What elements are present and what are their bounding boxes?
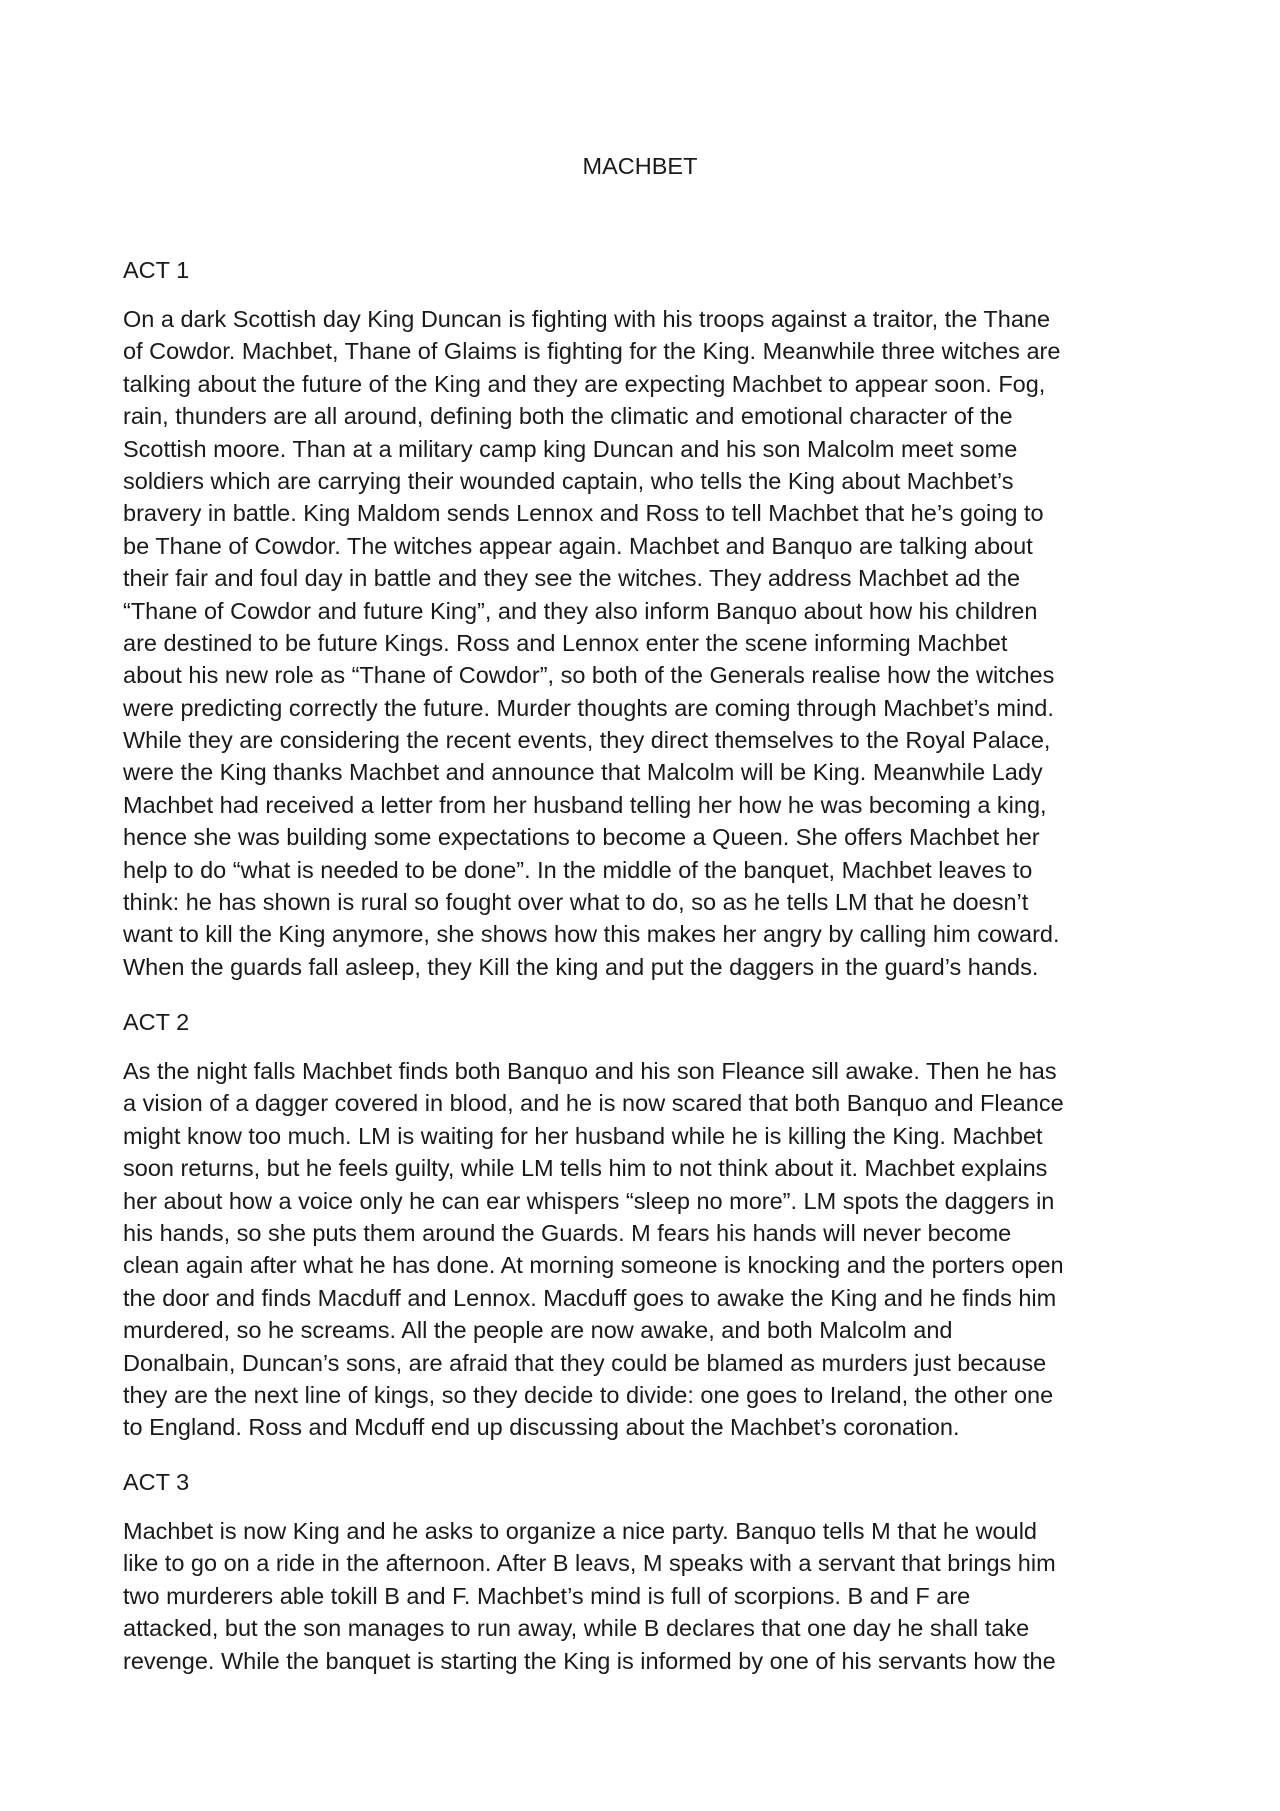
paragraph-line: their fair and foul day in battle and they see the witches. They address Machbet ad the xyxy=(123,565,1021,592)
paragraph-line: they are the next line of kings, so they decide to divide: one goes to Ireland, the other one xyxy=(123,1381,1054,1408)
paragraph-line: were predicting correctly the future. Murder thoughts are coming through Machbet’s mind. xyxy=(123,694,1054,721)
paragraph-line: to England. Ross and Mcduff end up discussing about the Machbet’s coronation. xyxy=(123,1414,960,1441)
paragraph-line: of Cowdor. Machbet, Thane of Glaims is fighting for the King. Meanwhile three witches are xyxy=(123,338,1061,365)
paragraph-line: murdered, so he screams. All the people are now awake, and both Malcolm and xyxy=(123,1317,953,1344)
paragraph-line: As the night falls Machbet finds both Banquo and his son Fleance sill awake. Then he has xyxy=(123,1058,1057,1084)
paragraph-line: think: he has shown is rural so fought over what to do, so as he tells LM that he doesn’t xyxy=(123,889,1029,916)
paragraph-line: Donalbain, Duncan’s sons, are afraid that they could be blamed as murders just because xyxy=(123,1349,1047,1376)
document-title: MACHBET xyxy=(582,153,698,179)
paragraph-line: revenge. While the banquet is starting the King is informed by one of his servants how the xyxy=(123,1647,1056,1674)
paragraph-line: clean again after what he has done. At morning someone is knocking and the porters open xyxy=(123,1252,1064,1279)
paragraph-line: a vision of a dagger covered in blood, and he is now scared that both Banquo and Fleance xyxy=(123,1090,1064,1117)
paragraph-line: like to go on a ride in the afternoon. After B leavs, M speaks with a servant that brings him xyxy=(123,1550,1056,1577)
act-2-paragraph xyxy=(123,1055,1178,1444)
paragraph-line: While they are considering the recent events, they direct themselves to the Royal Palace, xyxy=(123,727,1051,754)
paragraph-line: two murderers able tokill B and F. Machbet’s mind is full of scorpions. B and F are xyxy=(123,1582,971,1609)
paragraph-line: might know too much. LM is waiting for her husband while he is killing the King. Machbet xyxy=(123,1122,1043,1149)
paragraph-line: soldiers which are carrying their wounded captain, who tells the King about Machbet’s xyxy=(123,467,1014,494)
paragraph-line: Scottish moore. Than at a military camp king Duncan and his son Malcolm meet some xyxy=(123,435,1018,462)
paragraph-line: When the guards fall asleep, they Kill the king and put the daggers in the guard’s hands. xyxy=(123,953,1039,980)
paragraph-line: her about how a voice only he can ear whispers “sleep no more”. LM spots the daggers in xyxy=(123,1187,1055,1214)
paragraph-line: rain, thunders are all around, defining both the climatic and emotional character of the xyxy=(123,403,1013,430)
act-1-paragraph xyxy=(123,303,1178,983)
act-3-paragraph xyxy=(123,1515,1178,1677)
paragraph-line: were the King thanks Machbet and announce that Malcolm will be King. Meanwhile Lady xyxy=(123,759,1043,786)
act-2-heading: ACT 2 xyxy=(123,1009,190,1035)
act-3-heading: ACT 3 xyxy=(123,1469,190,1495)
paragraph-line: about his new role as “Thane of Cowdor”, so both of the Generals realise how the witches xyxy=(123,662,1055,689)
paragraph-line: help to do “what is needed to be done”. In the middle of the banquet, Machbet leaves to xyxy=(123,856,1033,883)
paragraph-line: are destined to be future Kings. Ross and Lennox enter the scene informing Machbet xyxy=(123,629,1008,656)
paragraph-line: “Thane of Cowdor and future King”, and they also inform Banquo about how his children xyxy=(123,597,1038,624)
paragraph-line: hence she was building some expectations to become a Queen. She offers Machbet her xyxy=(123,824,1040,851)
paragraph-line: Machbet is now King and he asks to organize a nice party. Banquo tells M that he would xyxy=(123,1518,1037,1544)
paragraph-line: want to kill the King anymore, she shows how this makes her angry by calling him coward. xyxy=(123,921,1060,948)
paragraph-line: talking about the future of the King and they are expecting Machbet to appear soon. Fog, xyxy=(123,370,1046,397)
paragraph-line: the door and finds Macduff and Lennox. Macduff goes to awake the King and he finds him xyxy=(123,1284,1057,1311)
paragraph-line: bravery in battle. King Maldom sends Lennox and Ross to tell Machbet that he’s going to xyxy=(123,500,1044,527)
paragraph-line: On a dark Scottish day King Duncan is fighting with his troops against a traitor, the Thane xyxy=(123,306,1051,332)
paragraph-line: Machbet had received a letter from her husband telling her how he was becoming a king, xyxy=(123,791,1047,818)
paragraph-line: attacked, but the son manages to run away, while B declares that one day he shall take xyxy=(123,1615,1030,1642)
paragraph-line: be Thane of Cowdor. The witches appear again. Machbet and Banquo are talking about xyxy=(123,532,1033,559)
paragraph-line: his hands, so she puts them around the Guards. M fears his hands will never become xyxy=(123,1219,1012,1246)
paragraph-line: soon returns, but he feels guilty, while LM tells him to not think about it. Machbet explains xyxy=(123,1155,1048,1182)
act-1-heading: ACT 1 xyxy=(123,257,190,283)
